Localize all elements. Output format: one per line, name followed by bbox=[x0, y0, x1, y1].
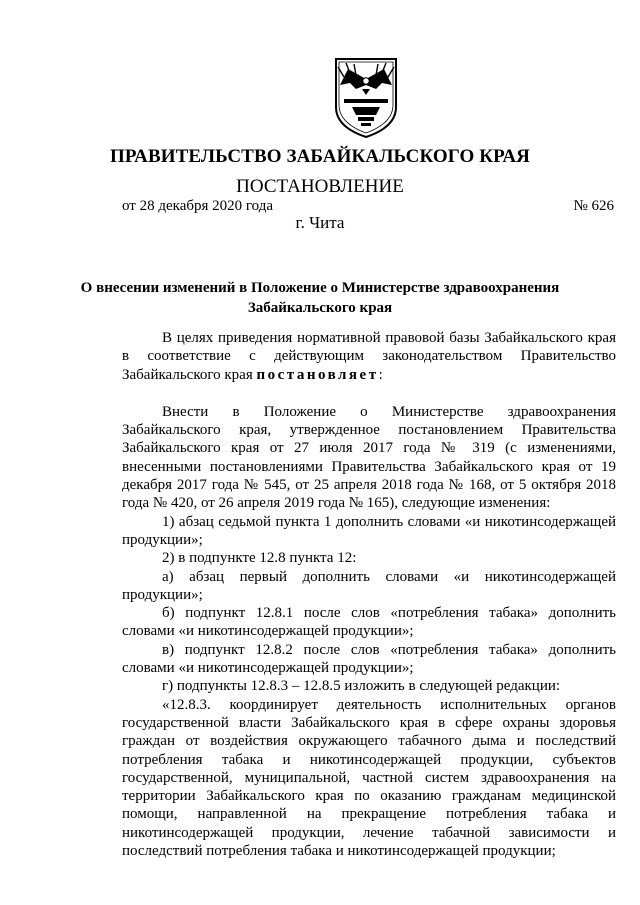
body-paragraph: «12.8.3. координирует деятельность исполнительных органов государственной власти Забайкальского края в сфере охраны здоровья граждан от воздействия окружающего табачного дыма и последствий потребления табака и никотинсодержащей продукции, субъектов государственной, муниципальной, частной систем здравоохранения на территории Забайкальского края по оказанию гражданам медицинской помощи, направленной на прекращение потребления табака и никотинсодержащей продукции, лечение табачной зависимости и последствий потребления табака и никотинсодержащей продукции; bbox=[122, 696, 616, 860]
subject-line-2: Забайкальского края bbox=[247, 300, 393, 316]
government-name: ПРАВИТЕЛЬСТВО ЗАБАЙКАЛЬСКОГО КРАЯ bbox=[109, 146, 530, 167]
preamble-text: В целях приведения нормативной правовой базы Забайкальского края в соответствие с действующим законодательством Правительство Забайкальского края bbox=[122, 330, 616, 383]
document-body bbox=[122, 329, 616, 860]
resolution-keyword: постановляет bbox=[256, 366, 379, 383]
body-paragraph: 1) абзац седьмой пункта 1 дополнить словами «и никотинсодержащей продукции»; bbox=[122, 513, 616, 548]
subject-line-1: О внесении изменений в Положение о Министерстве здравоохранения bbox=[80, 280, 560, 296]
document-type: ПОСТАНОВЛЕНИЕ bbox=[236, 176, 404, 197]
coat-of-arms-icon bbox=[330, 55, 402, 139]
body-paragraph: 2) в подпункте 12.8 пункта 12: bbox=[162, 550, 357, 567]
paragraph-spacer bbox=[122, 384, 616, 403]
document-city: г. Чита bbox=[295, 213, 345, 232]
body-paragraph: а) абзац первый дополнить словами «и никотинсодержащей продукции»; bbox=[122, 568, 616, 603]
body-paragraph: в) подпункт 12.8.2 после слов «потребления табака» дополнить словами «и никотинсодержащей продукции»; bbox=[122, 641, 616, 677]
preamble-paragraph bbox=[122, 329, 616, 384]
document-date: от 28 декабря 2020 года bbox=[122, 198, 274, 214]
body-paragraph: г) подпункты 12.8.3 – 12.8.5 изложить в следующей редакции: bbox=[162, 678, 561, 695]
document-number: № 626 bbox=[573, 198, 614, 214]
body-paragraph: б) подпункт 12.8.1 после слов «потребления табака» дополнить словами «и никотинсодержащей продукции»; bbox=[122, 605, 616, 640]
body-paragraph: Внести в Положение о Министерстве здравоохранения Забайкальского края, утвержденное постановлением Правительства Забайкальского края от 27 июля 2017 года № 319 (с изменениями, внесенными постановлениями Правительства Забайкальского края от 19 декабря 2017 года № 545, от 25 апреля 2018 года № 168, от 5 октября 2018 года № 420, от 26 апреля 2019 года № 165), следующие изменения: bbox=[122, 403, 616, 512]
document-subject bbox=[0, 278, 640, 318]
preamble-colon: : bbox=[378, 366, 383, 383]
